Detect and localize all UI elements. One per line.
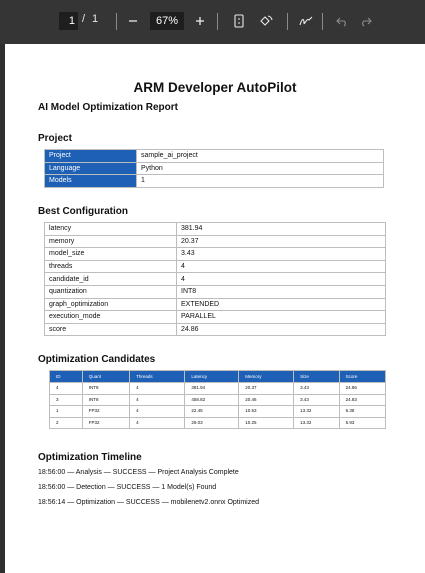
best-config-value: 4 (177, 273, 386, 286)
candidate-row (50, 394, 386, 406)
best-config-row (45, 260, 386, 273)
zoom-in-icon[interactable] (190, 11, 210, 31)
candidates-heading: Optimization Candidates (38, 354, 156, 365)
candidate-cell: 2 (50, 417, 83, 429)
project-key: Project (45, 150, 137, 163)
timeline-entry: 18:56:14 — Optimization — SUCCESS — mobilenetv2.onnx Optimized (38, 499, 259, 506)
best-config-value: 24.86 (177, 323, 386, 336)
undo-icon[interactable] (332, 11, 352, 31)
candidate-row (50, 417, 386, 429)
pdf-page (5, 44, 425, 573)
candidate-cell: 20.46 (239, 394, 294, 406)
candidate-cell: 13.32 (294, 406, 339, 418)
candidate-cell: 1 (50, 406, 83, 418)
candidate-cell: 4 (130, 383, 185, 395)
fit-page-icon[interactable] (229, 11, 249, 31)
timeline-entry: 18:56:00 — Analysis — SUCCESS — Project Analysis Complete (38, 469, 239, 476)
project-value: Python (137, 162, 384, 175)
best-config-row (45, 273, 386, 286)
best-config-heading: Best Configuration (38, 206, 128, 217)
best-config-value: 381.94 (177, 223, 386, 236)
candidate-cell: 3 (50, 394, 83, 406)
candidates-column-header: Quant (82, 371, 129, 383)
project-key: Models (45, 175, 137, 188)
candidates-column-header: Memory (239, 371, 294, 383)
best-config-row (45, 285, 386, 298)
candidate-cell: 4 (130, 417, 185, 429)
best-config-row (45, 298, 386, 311)
report-subtitle: AI Model Optimization Report (38, 102, 178, 113)
candidate-cell: 10.25 (239, 417, 294, 429)
best-config-key: quantization (45, 285, 177, 298)
toolbar-divider (287, 13, 288, 30)
report-title: ARM Developer AutoPilot (133, 80, 297, 95)
project-row (45, 175, 384, 188)
best-config-value: 20.37 (177, 235, 386, 248)
best-config-value: EXTENDED (177, 298, 386, 311)
best-config-value: INT8 (177, 285, 386, 298)
candidate-cell: 3.43 (294, 383, 339, 395)
zoom-out-icon[interactable] (123, 11, 143, 31)
candidates-column-header: Threads (130, 371, 185, 383)
toolbar-divider (322, 13, 323, 30)
best-config-row (45, 311, 386, 324)
pdf-toolbar (0, 0, 425, 44)
candidates-column-header: Size (294, 371, 339, 383)
candidate-cell: FP32 (82, 406, 129, 418)
page-separator: / (82, 13, 86, 25)
best-config-row (45, 235, 386, 248)
project-row (45, 150, 384, 163)
toolbar-divider (217, 13, 218, 30)
candidate-cell: 5.93 (339, 417, 385, 429)
candidates-column-header: ID (50, 371, 83, 383)
redo-icon[interactable] (356, 11, 376, 31)
candidate-cell: 24.86 (339, 383, 385, 395)
page-total: 1 (92, 13, 99, 25)
candidate-cell: 24.83 (339, 394, 385, 406)
best-config-row (45, 323, 386, 336)
timeline-entry: 18:56:00 — Detection — SUCCESS — 1 Model(s) Found (38, 484, 217, 491)
annotate-icon[interactable] (296, 11, 316, 31)
best-config-value: 3.43 (177, 248, 386, 261)
rotate-icon[interactable] (255, 11, 275, 31)
best-config-key: model_size (45, 248, 177, 261)
best-config-row (45, 223, 386, 236)
timeline-heading: Optimization Timeline (38, 452, 142, 463)
best-config-key: graph_optimization (45, 298, 177, 311)
best-config-value: PARALLEL (177, 311, 386, 324)
best-config-value: 4 (177, 260, 386, 273)
candidate-cell: 13.32 (294, 417, 339, 429)
candidate-cell: FP32 (82, 417, 129, 429)
candidates-table (49, 370, 386, 429)
candidates-column-header: Latency (185, 371, 239, 383)
candidate-cell: 10.53 (239, 406, 294, 418)
candidate-cell: 381.94 (185, 383, 239, 395)
project-row (45, 162, 384, 175)
zoom-level[interactable]: 67% (150, 12, 184, 30)
candidate-cell: 4 (50, 383, 83, 395)
best-config-table (44, 222, 386, 336)
candidate-cell: INT8 (82, 394, 129, 406)
project-value: 1 (137, 175, 384, 188)
best-config-key: latency (45, 223, 177, 236)
candidate-cell: 29.03 (185, 417, 239, 429)
page-number-input[interactable]: 1 (59, 12, 78, 30)
best-config-key: candidate_id (45, 273, 177, 286)
best-config-key: threads (45, 260, 177, 273)
candidate-row (50, 383, 386, 395)
project-table (44, 149, 384, 188)
best-config-key: execution_mode (45, 311, 177, 324)
candidate-cell: 458.82 (185, 394, 239, 406)
toolbar-divider (116, 13, 117, 30)
candidates-column-header: Score (339, 371, 385, 383)
best-config-row (45, 248, 386, 261)
candidate-cell: INT8 (82, 383, 129, 395)
candidate-cell: 22.45 (185, 406, 239, 418)
best-config-key: score (45, 323, 177, 336)
project-value: sample_ai_project (137, 150, 384, 163)
project-heading: Project (38, 133, 72, 144)
candidate-cell: 20.37 (239, 383, 294, 395)
candidate-cell: 6.38 (339, 406, 385, 418)
best-config-key: memory (45, 235, 177, 248)
candidate-cell: 4 (130, 406, 185, 418)
project-key: Language (45, 162, 137, 175)
candidate-cell: 3.43 (294, 394, 339, 406)
candidate-row (50, 406, 386, 418)
candidate-cell: 4 (130, 394, 185, 406)
